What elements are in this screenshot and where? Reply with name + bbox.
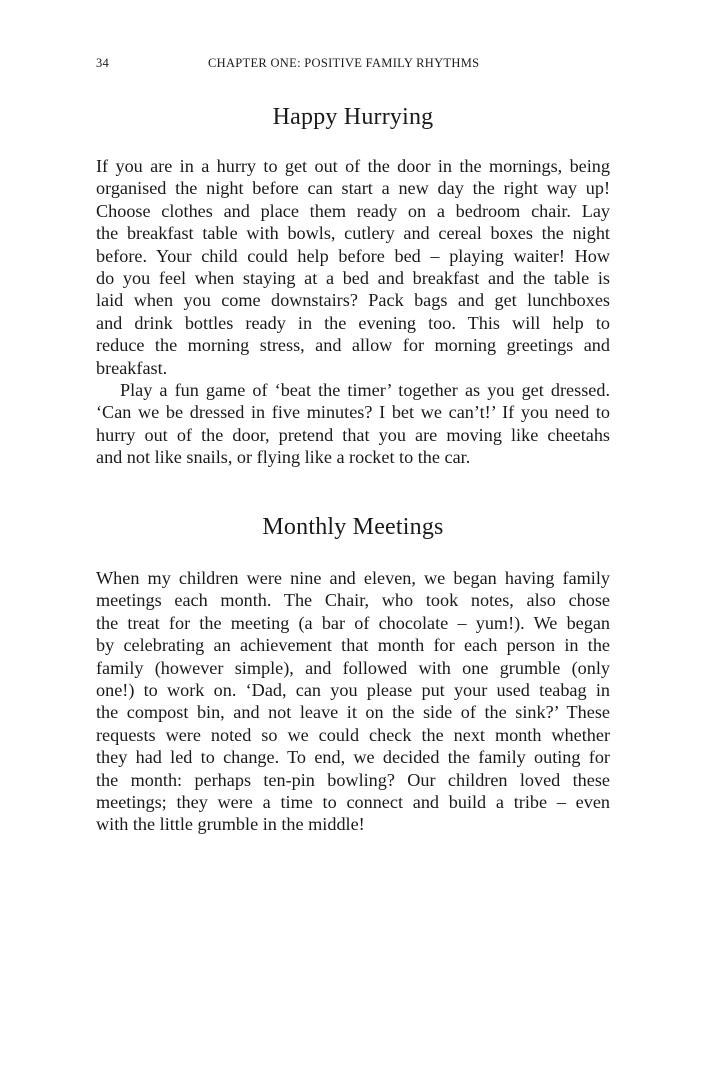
- paragraph-happy-hurrying-1: [96, 155, 610, 379]
- text-line: meetings; they were a time to connect and build a tribe – even: [96, 791, 610, 812]
- text-line: hurry out of the door, pretend that you are moving like cheetahs: [96, 424, 610, 445]
- text-line: laid when you come downstairs? Pack bags and get lunchboxes: [96, 290, 610, 311]
- text-line: ‘Can we be dressed in five minutes? I bet we can’t!’ If you need to: [96, 402, 610, 423]
- text-line: If you are in a hurry to get out of the door in the mornings, being: [96, 156, 610, 176]
- text-line: do you feel when staying at a bed and breakfast and the table is: [96, 267, 610, 288]
- text-line: When my children were nine and eleven, we began having family: [96, 568, 610, 588]
- text-line: the month: perhaps ten-pin bowling? Our children loved these: [96, 769, 610, 790]
- text-line: and drink bottles ready in the evening too. This will help to: [96, 312, 610, 333]
- text-line: the breakfast table with bowls, cutlery and cereal boxes the night: [96, 223, 610, 244]
- text-line: family (however simple), and followed with one grumble (only: [96, 657, 610, 678]
- text-line: meetings each month. The Chair, who took notes, also chose: [96, 590, 610, 611]
- text-line: with the little grumble in the middle!: [96, 814, 365, 835]
- paragraph-monthly-meetings-1: [96, 567, 610, 836]
- text-line: requests were noted so we could check the next month whether: [96, 724, 610, 745]
- text-line: one!) to work on. ‘Dad, can you please put your used teabag in: [96, 679, 610, 700]
- text-line: they had led to change. To end, we decided the family outing for: [96, 747, 610, 768]
- text-line: Play a fun game of ‘beat the timer’ together as you get dressed.: [120, 380, 610, 400]
- text-line: the treat for the meeting (a bar of chocolate – yum!). We began: [96, 612, 610, 633]
- text-line: organised the night before can start a new day the right way up!: [96, 178, 610, 199]
- text-line: reduce the morning stress, and allow for morning greetings and: [96, 335, 610, 356]
- section-heading-monthly-meetings: Monthly Meetings: [262, 514, 444, 540]
- text-line: before. Your child could help before bed – playing waiter! How: [96, 245, 610, 266]
- text-line: breakfast.: [96, 357, 168, 378]
- page-number: 34: [96, 56, 109, 70]
- running-header: [96, 56, 610, 76]
- text-line: and not like snails, or flying like a rocket to the car.: [96, 447, 471, 468]
- text-line: Choose clothes and place them ready on a bedroom chair. Lay: [96, 200, 610, 221]
- section-heading-happy-hurrying: Happy Hurrying: [272, 104, 434, 130]
- text-line: the compost bin, and not leave it on the side of the sink?’ These: [96, 702, 610, 723]
- paragraph-happy-hurrying-2: [96, 379, 610, 469]
- text-line: by celebrating an achievement that month for each person in the: [96, 635, 610, 656]
- chapter-title: CHAPTER ONE: POSITIVE FAMILY RHYTHMS: [208, 56, 480, 70]
